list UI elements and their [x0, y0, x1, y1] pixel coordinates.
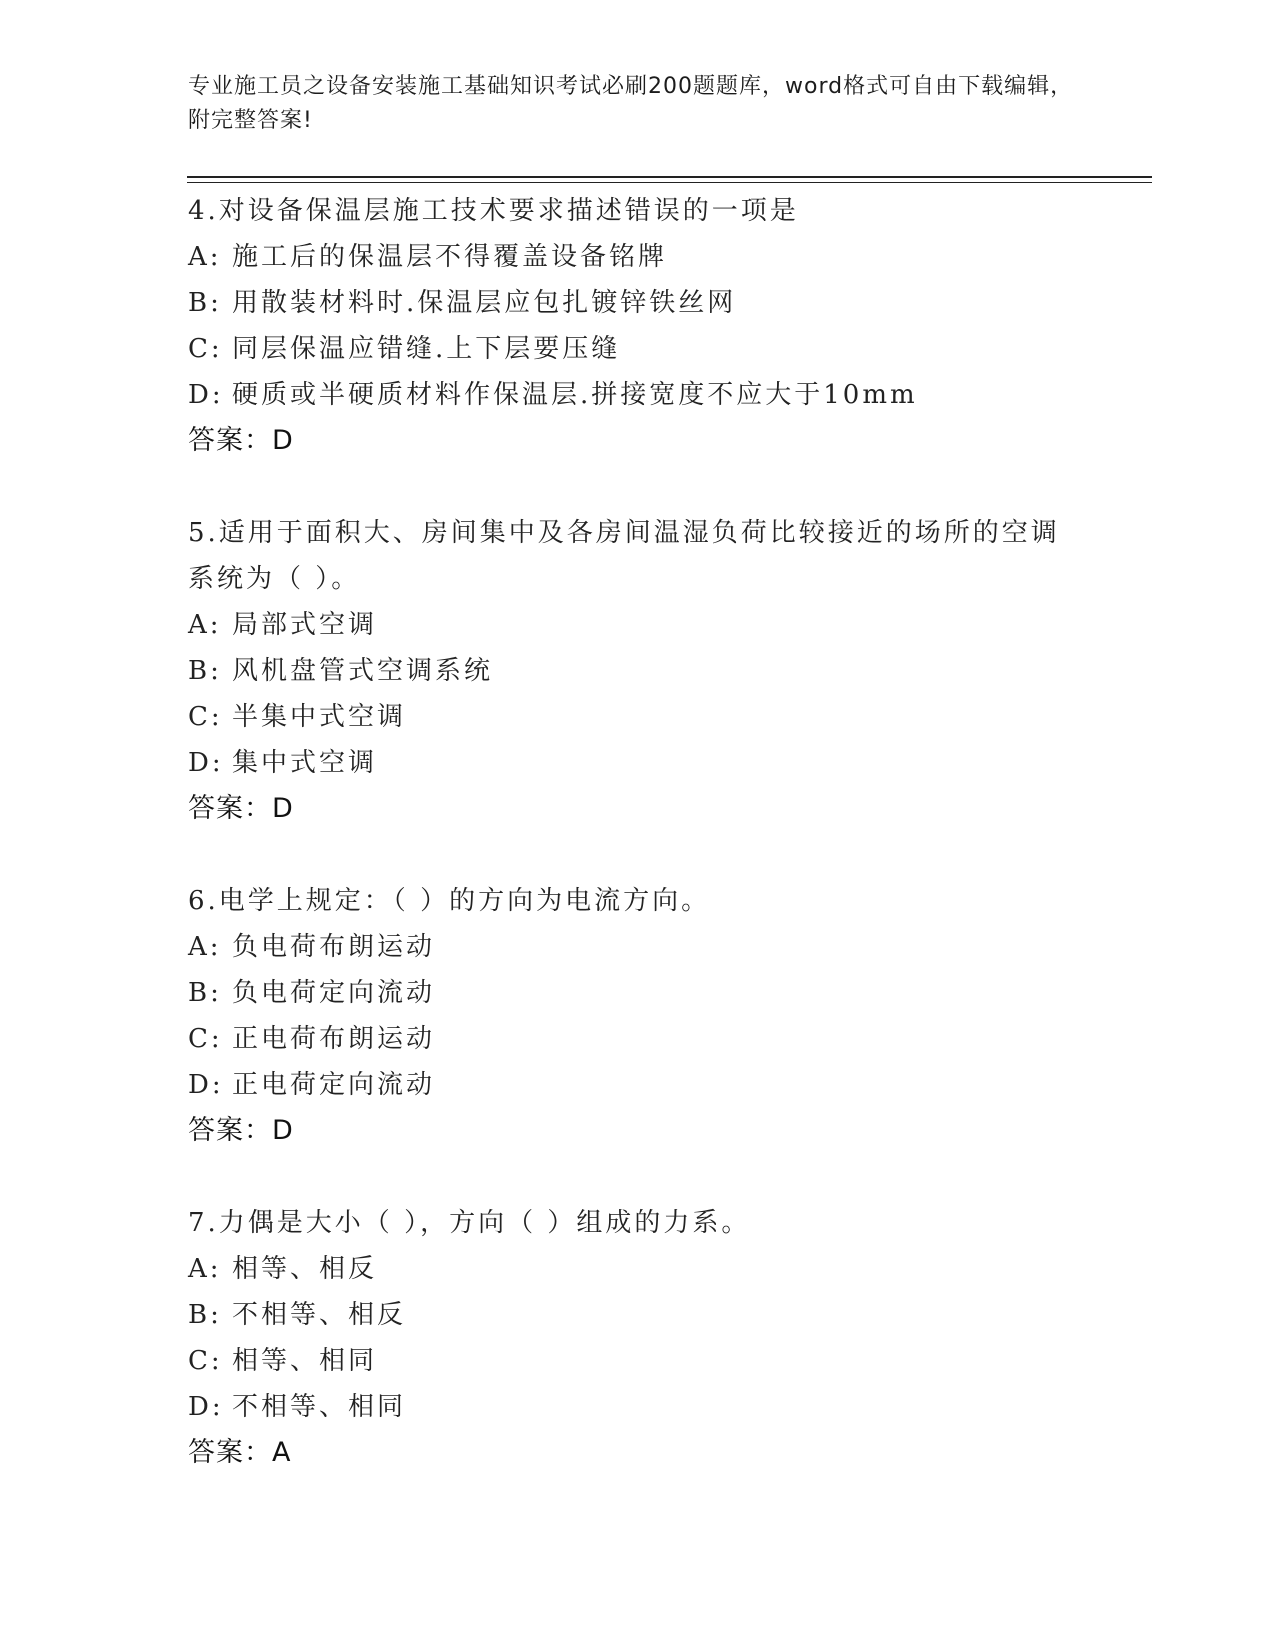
- option-text: 负电荷布朗运动: [232, 932, 436, 962]
- option-text: 同层保温应错缝.上下层要压缝: [232, 334, 621, 364]
- answer-line: 答案：D: [188, 793, 294, 824]
- question-stem: 7.力偶是大小（ ），方向（ ）组成的力系。: [188, 1208, 751, 1238]
- question-stem: 5.适用于面积大、房间集中及各房间温湿负荷比较接近的场所的空调系统为（ ）。: [188, 518, 1060, 594]
- header-divider-thick: [187, 176, 1152, 178]
- option-text: 正电荷布朗运动: [232, 1024, 436, 1054]
- document-header: 专业施工员之设备安装施工基础知识考试必刷200题题库，word格式可自由下载编辑，附完整答案!: [188, 74, 1074, 133]
- answer-line: 答案：D: [188, 1115, 294, 1146]
- question-item: [188, 878, 1088, 1154]
- option-text: 负电荷定向流动: [232, 978, 436, 1008]
- option-text: 施工后的保温层不得覆盖设备铭牌: [232, 242, 668, 272]
- question-stem: 4.对设备保温层施工技术要求描述错误的一项是: [188, 196, 799, 226]
- option-text: 风机盘管式空调系统: [232, 656, 494, 686]
- option-d: [188, 1384, 1088, 1430]
- option-letter: A:: [188, 1254, 222, 1284]
- header-divider-thin: [187, 182, 1152, 183]
- option-letter: B:: [188, 656, 222, 686]
- option-c: [188, 694, 1088, 740]
- option-letter: D:: [188, 380, 224, 410]
- option-letter: C:: [188, 334, 223, 364]
- option-text: 相等、相同: [232, 1346, 378, 1376]
- option-letter: C:: [188, 1024, 223, 1054]
- question-list: [188, 188, 1088, 1522]
- option-letter: D:: [188, 1392, 224, 1422]
- option-c: [188, 1016, 1088, 1062]
- option-b: [188, 648, 1088, 694]
- question-item: [188, 510, 1088, 832]
- option-text: 不相等、相同: [232, 1392, 407, 1422]
- option-letter: B:: [188, 1300, 222, 1330]
- option-letter: B:: [188, 978, 222, 1008]
- option-letter: A:: [188, 610, 222, 640]
- option-text: 用散装材料时.保温层应包扎镀锌铁丝网: [232, 288, 737, 318]
- option-d: [188, 740, 1088, 786]
- option-d: [188, 1062, 1088, 1108]
- option-letter: A:: [188, 932, 222, 962]
- option-text: 半集中式空调: [232, 702, 407, 732]
- option-letter: C:: [188, 702, 223, 732]
- option-letter: B:: [188, 288, 222, 318]
- option-a: [188, 924, 1088, 970]
- question-stem: 6.电学上规定：（ ）的方向为电流方向。: [188, 886, 711, 916]
- question-item: [188, 188, 1088, 464]
- option-a: [188, 234, 1088, 280]
- option-text: 局部式空调: [232, 610, 378, 640]
- option-a: [188, 602, 1088, 648]
- option-letter: C:: [188, 1346, 223, 1376]
- option-text: 相等、相反: [232, 1254, 378, 1284]
- question-item: [188, 1200, 1088, 1476]
- option-a: [188, 1246, 1088, 1292]
- option-letter: D:: [188, 748, 224, 778]
- option-b: [188, 280, 1088, 326]
- option-text: 不相等、相反: [232, 1300, 407, 1330]
- option-letter: D:: [188, 1070, 224, 1100]
- option-text: 硬质或半硬质材料作保温层.拼接宽度不应大于10mm: [232, 380, 918, 410]
- option-d: [188, 372, 1088, 418]
- answer-line: 答案：A: [188, 1437, 292, 1468]
- option-text: 集中式空调: [232, 748, 378, 778]
- option-c: [188, 326, 1088, 372]
- answer-line: 答案：D: [188, 425, 294, 456]
- option-b: [188, 1292, 1088, 1338]
- option-letter: A:: [188, 242, 222, 272]
- option-text: 正电荷定向流动: [232, 1070, 436, 1100]
- option-c: [188, 1338, 1088, 1384]
- option-b: [188, 970, 1088, 1016]
